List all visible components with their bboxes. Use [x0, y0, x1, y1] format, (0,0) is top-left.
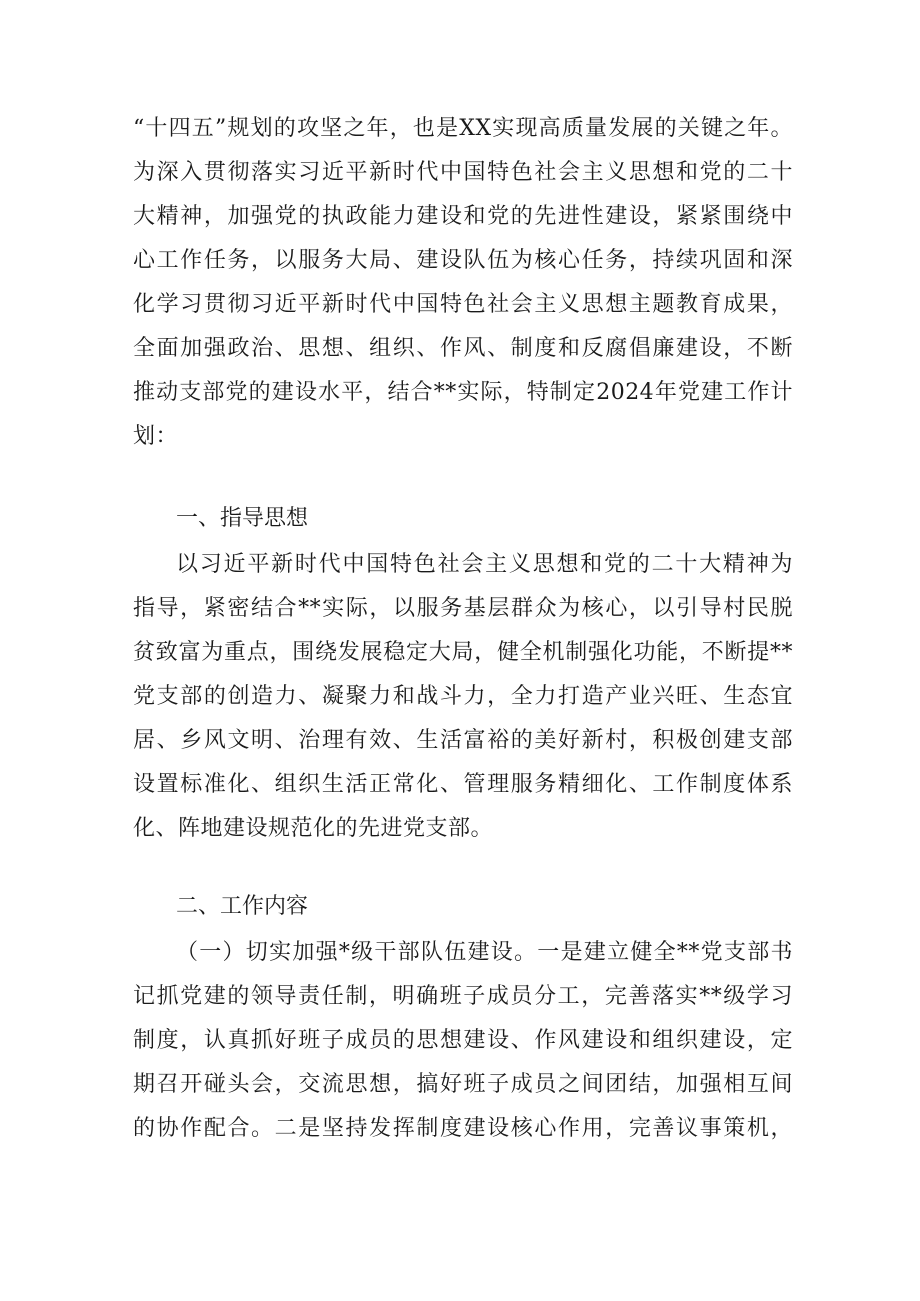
content-line-5: 的协作配合。二是坚持发挥制度建设核心作用，完善议事策机，	[133, 1116, 793, 1141]
intro-line-1: “十四五”规划的攻坚之年，也是XX实现高质量发展的关键之年。	[133, 116, 793, 141]
guiding-line-4: 党支部的创造力、凝聚力和战斗力，全力打造产业兴旺、生态宜	[133, 684, 793, 709]
section-heading-work: 二、工作内容	[176, 894, 309, 919]
intro-line-5: 化学习贯彻习近平新时代中国特色社会主义思想主题教育成果，	[133, 292, 793, 317]
guiding-line-7: 化、阵地建设规范化的先进党支部。	[133, 816, 494, 841]
intro-line-2: 为深入贯彻落实习近平新时代中国特色社会主义思想和党的二十	[133, 160, 793, 185]
intro-line-6: 全面加强政治、思想、组织、作风、制度和反腐倡廉建设，不断	[133, 336, 793, 361]
guiding-line-6: 设置标准化、组织生活正常化、管理服务精细化、工作制度体系	[133, 772, 793, 797]
section-heading-guiding: 一、指导思想	[176, 506, 309, 531]
content-line-2: 记抓党建的领导责任制，明确班子成员分工，完善落实**级学习	[133, 984, 793, 1009]
guiding-line-1: 以习近平新时代中国特色社会主义思想和党的二十大精神为	[176, 552, 793, 577]
intro-line-3: 大精神，加强党的执政能力建设和党的先进性建设，紧紧围绕中	[133, 204, 793, 229]
intro-line-4: 心工作任务，以服务大局、建设队伍为核心任务，持续巩固和深	[133, 248, 793, 273]
guiding-line-2: 指导，紧密结合**实际，以服务基层群众为核心，以引导村民脱	[133, 596, 793, 621]
content-line-1: （一）切实加强*级干部队伍建设。一是建立健全**党支部书	[176, 940, 793, 965]
intro-line-8: 划：	[133, 424, 179, 449]
intro-line-7: 推动支部党的建设水平，结合**实际，特制定2024年党建工作计	[133, 380, 793, 405]
guiding-line-3: 贫致富为重点，围绕发展稳定大局，健全机制强化功能，不断提**	[133, 640, 793, 665]
content-line-4: 期召开碰头会，交流思想，搞好班子成员之间团结，加强相互间	[133, 1072, 793, 1097]
guiding-line-5: 居、乡风文明、治理有效、生活富裕的美好新村，积极创建支部	[133, 728, 793, 753]
content-line-3: 制度，认真抓好班子成员的思想建设、作风建设和组织建设，定	[133, 1028, 793, 1053]
